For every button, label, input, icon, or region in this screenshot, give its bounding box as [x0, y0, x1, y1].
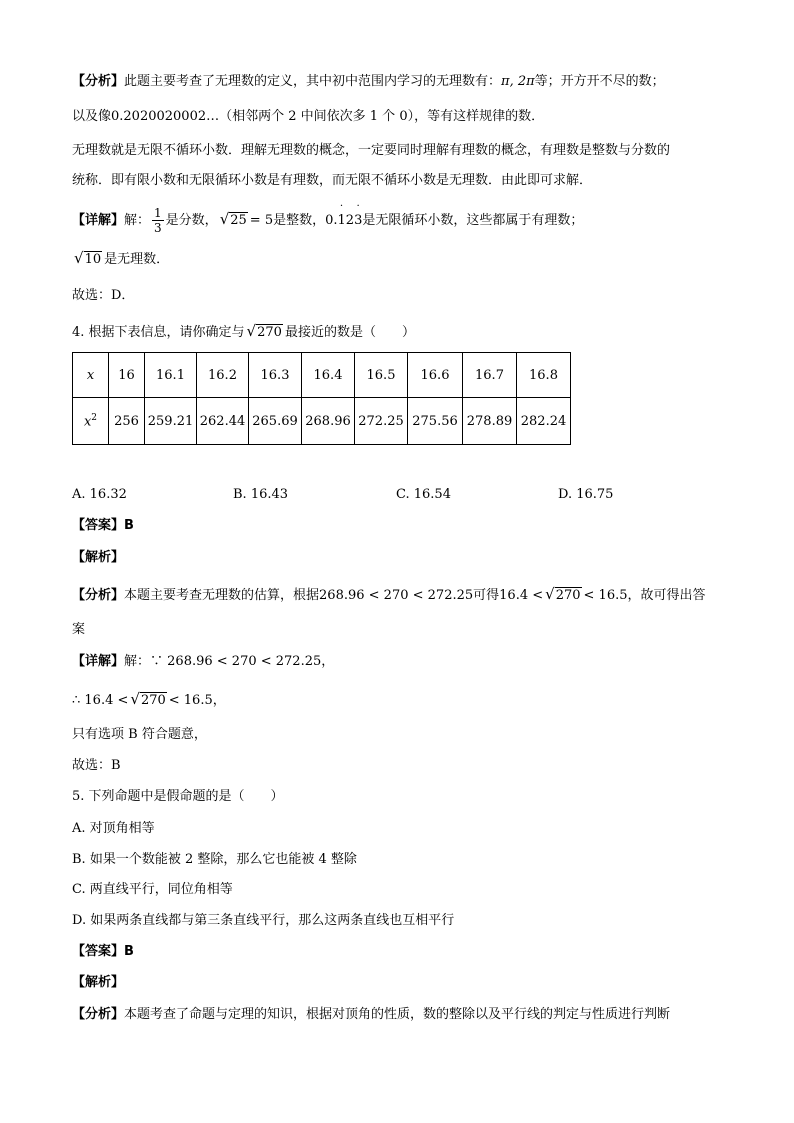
table-cell: 16.2 — [197, 353, 249, 398]
sqrt-25: √25 — [219, 210, 247, 228]
table-row-x — [73, 353, 571, 398]
irrational-text: 是无理数． — [104, 252, 170, 267]
analysis-text-a: 此题主要考查了无理数的定义，其中初中范围内学习的无理数有： — [124, 74, 502, 89]
analysis-4-cont: 案 — [72, 622, 86, 637]
detail-4-upper: < 16.5， — [168, 693, 226, 708]
question-4-prefix: 4. 根据下表信息，请你确定与 — [72, 325, 245, 340]
sqrt-270-radicand: 270 — [257, 325, 282, 340]
table-cell: 16.6 — [408, 353, 463, 398]
sqrt-270: √270 — [246, 322, 282, 340]
table-cell: 16.3 — [249, 353, 302, 398]
analysis-4-b: 可得 — [473, 588, 500, 603]
repeating-prefix: 0. — [325, 213, 338, 228]
analysis-4-tag: 【分析】 — [72, 588, 125, 603]
detail-line-2 — [72, 248, 169, 270]
q5-option-a: A. 对顶角相等 — [72, 821, 155, 836]
explanation-4: 【解析】 — [72, 550, 125, 565]
table-cell: 272.25 — [355, 398, 408, 445]
option-d: D. 16.75 — [558, 487, 614, 502]
sqrt-270-radicand: 270 — [555, 588, 581, 603]
table-row-x-squared — [73, 398, 571, 445]
analysis-line-3: 无理数就是无限不循环小数．理解无理数的概念，一定要同时理解有理数的概念，有理数是整数与分数的 — [72, 143, 671, 158]
detail-is-integer: 是整数， — [273, 213, 326, 228]
analysis-5-tag: 【分析】 — [72, 1007, 125, 1022]
analysis-4-a: 本题主要考查无理数的估算，根据 — [124, 588, 320, 603]
table-cell: 262.44 — [197, 398, 249, 445]
analysis-5 — [72, 1005, 670, 1025]
analysis-4-inequality: 268.96 < 270 < 272.25 — [319, 588, 474, 603]
fraction-numerator: 1 — [154, 206, 162, 220]
sqrt-10-radicand: 10 — [84, 252, 102, 267]
value-table — [72, 352, 571, 445]
repeating-digit-2: 3 ˙ — [354, 211, 362, 231]
equals-five: = 5 — [249, 213, 274, 228]
option-b: B. 16.43 — [233, 487, 289, 502]
table-cell: 265.69 — [249, 398, 302, 445]
analysis-4-lower: 16.4 < — [499, 588, 544, 603]
question-4 — [72, 321, 415, 343]
table-header-x-squared — [73, 398, 109, 445]
option-c: C. 16.54 — [396, 487, 451, 502]
table-cell: 16.5 — [355, 353, 408, 398]
option-a: A. 16.32 — [72, 487, 127, 502]
table-cell: 16.8 — [517, 353, 571, 398]
analysis-4 — [72, 584, 706, 606]
q5-option-b: B. 如果一个数能被 2 整除，那么它也能被 4 整除 — [72, 852, 357, 867]
answer-5: 【答案】B — [72, 944, 134, 959]
detail-4-line-2 — [72, 689, 226, 711]
sqrt-25-radicand: 25 — [230, 213, 247, 228]
exponent: 2 — [91, 412, 98, 423]
sqrt-270-radicand: 270 — [140, 693, 166, 708]
question-4-suffix: 最接近的数是（ ） — [284, 325, 415, 340]
repeating-middle: 2 — [345, 213, 355, 228]
table-cell: 16.7 — [463, 353, 517, 398]
fraction-one-third — [152, 206, 164, 235]
detail-is-fraction: 是分数， — [165, 213, 218, 228]
analysis-line-1 — [72, 72, 665, 92]
table-cell: 268.96 — [302, 398, 355, 445]
detail-solve: 解： — [124, 213, 151, 228]
detail-line-1 — [72, 206, 583, 235]
choice-line: 故选：D． — [72, 288, 135, 303]
table-cell: 16 — [109, 353, 145, 398]
detail-4-line-4: 故选：B — [72, 758, 121, 773]
analysis-4-upper: < 16.5 — [583, 588, 628, 603]
table-cell: 256 — [109, 398, 145, 445]
table-cell: 282.24 — [517, 398, 571, 445]
detail-tag: 【详解】 — [72, 213, 125, 228]
detail-4-line-3: 只有选项 B 符合题意， — [72, 727, 207, 742]
q5-option-c: C. 两直线平行，同位角相等 — [72, 882, 233, 897]
table-cell: 16.4 — [302, 353, 355, 398]
detail-rational-text: 是无限循环小数，这些都属于有理数； — [362, 213, 584, 228]
analysis-line-2: 以及像0.2020020002…（相邻两个 2 中间依次多 1 个 0），等有这样规律的数． — [72, 109, 545, 124]
table-header-x: x — [73, 353, 109, 398]
question-5: 5. 下列命题中是假命题的是（ ） — [72, 789, 284, 804]
answer-4: 【答案】B — [72, 518, 134, 533]
x-label: x — [83, 414, 92, 430]
sqrt-270: √270 — [545, 585, 581, 603]
sqrt-270: √270 — [130, 690, 166, 708]
fraction-denominator: 3 — [154, 221, 162, 235]
table-cell: 16.1 — [145, 353, 197, 398]
detail-4-line-1 — [72, 652, 334, 672]
analysis-line-4: 统称．即有限小数和无限循环小数是有理数，而无限不循环小数是无理数．由此即可求解． — [72, 173, 593, 188]
analysis-4-d: ，故可得出答 — [627, 588, 706, 603]
detail-4-text: 解：∵ 268.96 < 270 < 272.25， — [124, 654, 335, 669]
repeating-decimal — [325, 213, 362, 228]
analysis-5-text: 本题考查了命题与定理的知识，根据对顶角的性质，数的整除以及平行线的判定与性质进行判断 — [124, 1007, 671, 1022]
sqrt-10: √10 — [74, 249, 102, 267]
analysis-tag: 【分析】 — [72, 74, 125, 89]
pi-list: π, 2π — [501, 74, 535, 89]
table-cell: 275.56 — [408, 398, 463, 445]
explanation-5: 【解析】 — [72, 975, 125, 990]
q5-option-d: D. 如果两条直线都与第三条直线平行，那么这两条直线也互相平行 — [72, 913, 455, 928]
table-cell: 278.89 — [463, 398, 517, 445]
analysis-text-b: 等；开方开不尽的数； — [534, 74, 665, 89]
repeating-digit-1: 1 ˙ — [338, 211, 346, 231]
table-cell: 259.21 — [145, 398, 197, 445]
detail-4-lower: ∴ 16.4 < — [72, 693, 129, 708]
detail-4-tag: 【详解】 — [72, 654, 125, 669]
